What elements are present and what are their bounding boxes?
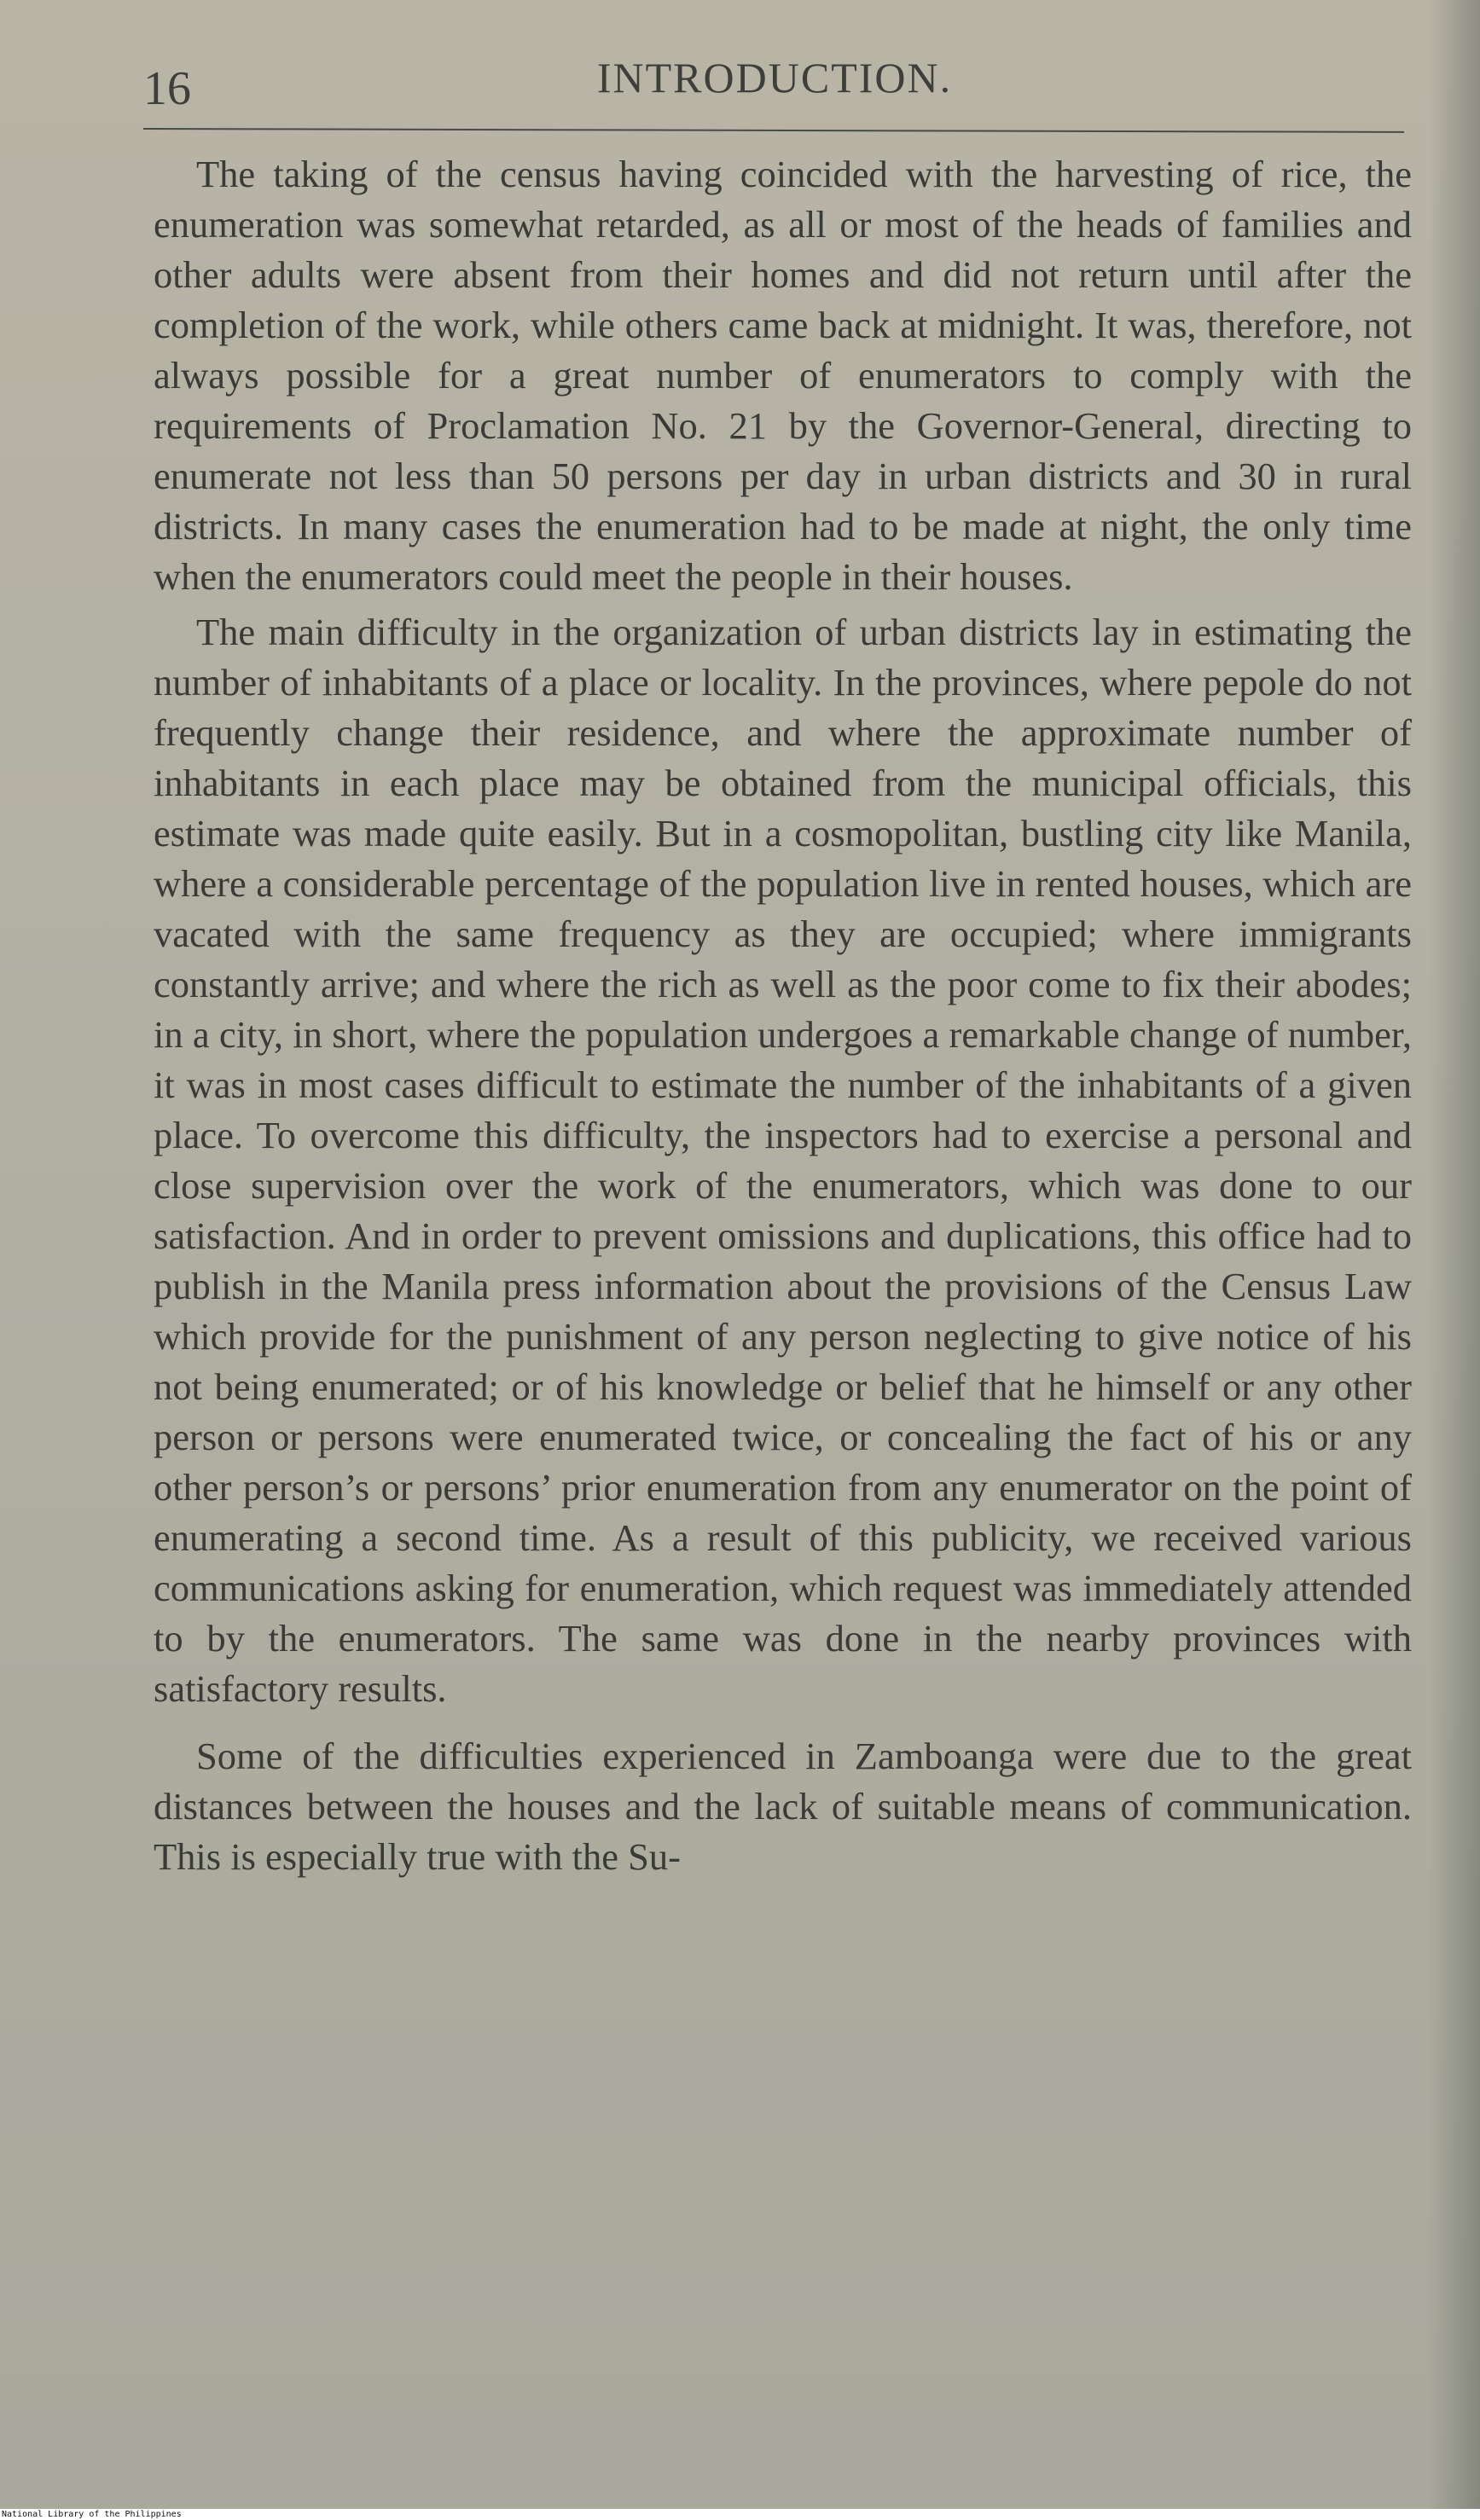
body-text <box>154 149 1412 1887</box>
page-edge-shadow <box>1429 0 1480 2509</box>
paragraph-urban-districts: The main difficulty in the organization of urban districts lay in estimating the number of inhabitants of a place or locality. In the provinces, where pepole do not frequently change their residence, and where the approximate number of inhabitants in each place may be obtained from the municipal officials, this estimate was made quite easily. But in a cosmopolitan, bustling city like Manila, where a considerable percentage of the population live in rented houses, which are vacated with the same frequency as they are occupied; where immigrants constantly arrive; and where the rich as well as the poor come to fix their abodes; in a city, in short, where the population undergoes a remarkable change of number, it was in most cases difficult to estimate the number of the inhabitants of a given place. To overcome this difficulty, the inspectors had to exercise a personal and close supervision over the work of the enumerators, which was done to our satisfaction. And in order to prevent omissions and duplications, this office had to publish in the Manila press information about the provisions of the Census Law which provide for the punishment of any person neglecting to give notice of his not being enumerated; or of his knowledge or belief that he himself or any other person or persons were enumerated twice, or concealing the fact of his or any other person’s or persons’ prior enumeration from any enumerator on the point of enumerating a second time. As a result of this publicity, we received various communications asking for enumeration, which request was immediately attended to by the enumerators. The same was done in the nearby provinces with satisfactory results. <box>154 611 1412 1710</box>
library-credit: National Library of the Philippines <box>2 2510 182 2519</box>
footer-strip <box>0 2509 1480 2520</box>
page-number: 16 <box>143 62 191 115</box>
paragraph-zamboanga: Some of the difficulties experienced in Zamboanga were due to the great distances between the houses and the lack of suitable means of communication. This is especially true with the Su- <box>154 1735 1412 1878</box>
header-rule <box>143 128 1404 133</box>
paragraph-census-harvest: The taking of the census having coincided with the harvesting of rice, the enumeration was somewhat retarded, as all or most of the heads of families and other adults were absent from their homes and did not return until after the completion of the work, while others came back at midnight. It was, therefore, not always possible for a great number of enumerators to comply with the requirements of Proclamation No. 21 by the Governor-General, directing to enumerate not less than 50 persons per day in urban districts and 30 in rural districts. In many cases the enumeration had to be made at night, the only time when the enumerators could meet the people in their houses. <box>154 153 1412 598</box>
running-title: INTRODUCTION. <box>596 54 953 101</box>
running-header <box>143 53 1406 121</box>
